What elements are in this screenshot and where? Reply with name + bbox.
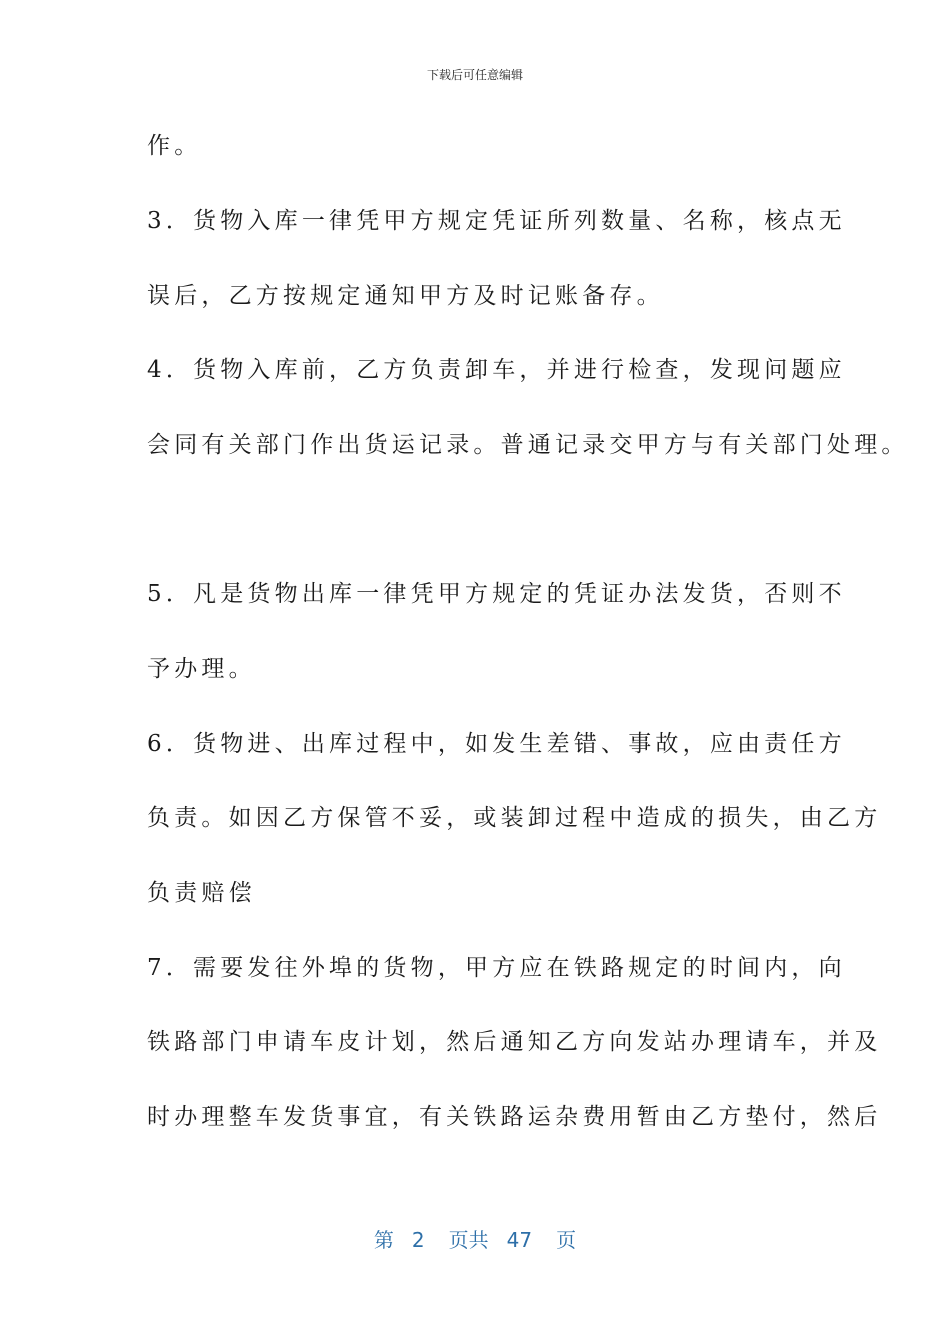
text-line-11: 7．需要发往外埠的货物，甲方应在铁路规定的时间内，向 [147, 955, 846, 981]
header-note: 下载后可任意编辑 [426, 68, 523, 82]
text-line-4: 4．货物入库前，乙方负责卸车，并进行检查，发现问题应 [147, 357, 846, 383]
page-footer [0, 1224, 950, 1253]
text-line-6: 5．凡是货物出库一律凭甲方规定的凭证办法发货，否则不 [147, 581, 846, 607]
text-line-7: 予办理。 [147, 656, 256, 682]
text-line-10: 负责赔偿 [147, 880, 256, 906]
footer-prefix: 第 [373, 1228, 394, 1252]
footer-middle: 页共 [448, 1228, 489, 1252]
text-line-3: 误后，乙方按规定通知甲方及时记账备存。 [147, 283, 664, 309]
text-line-2: 3．货物入库一律凭甲方规定凭证所列数量、名称，核点无 [147, 208, 846, 234]
text-line-12: 铁路部门申请车皮计划，然后通知乙方向发站办理请车，并及 [147, 1029, 882, 1055]
footer-page-total: 47 [506, 1228, 533, 1252]
footer-suffix: 页 [556, 1228, 577, 1252]
text-line-9: 负责。如因乙方保管不妥，或装卸过程中造成的损失，由乙方 [147, 805, 882, 831]
text-line-13: 时办理整车发货事宜，有关铁路运杂费用暂由乙方垫付，然后 [147, 1104, 882, 1130]
footer-page-number: 2 [411, 1228, 425, 1252]
text-line-5: 会同有关部门作出货运记录。普通记录交甲方与有关部门处理。 [147, 432, 909, 458]
text-line-8: 6．货物进、出库过程中，如发生差错、事故，应由责任方 [147, 731, 846, 757]
text-line-1: 作。 [147, 133, 202, 159]
